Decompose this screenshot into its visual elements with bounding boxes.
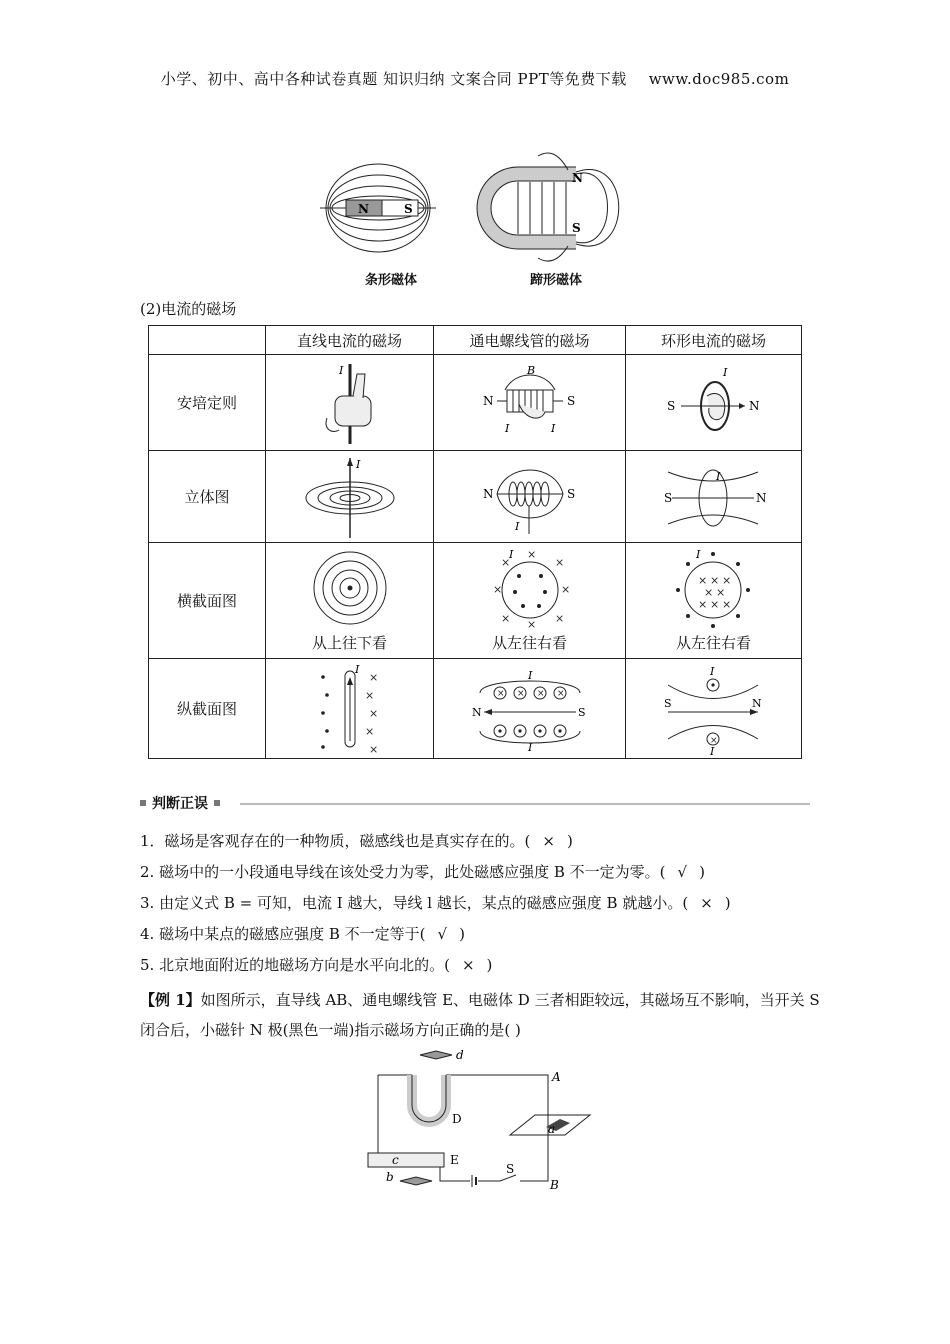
current-label: I <box>527 668 532 682</box>
svg-text:×: × <box>554 612 564 625</box>
label-d: d <box>456 1048 464 1062</box>
solenoid-longitudinal-icon <box>470 663 590 755</box>
item-text: 3. 由定义式 B = 可知，电流 I 越大，导线 l 越长，某点的磁感应强度 B 就越小。( <box>140 894 689 912</box>
svg-text:×: × <box>722 598 732 611</box>
header-site: www.doc985.com <box>648 70 790 88</box>
current-label: I <box>504 421 509 435</box>
label-B: B <box>550 1178 559 1192</box>
loop-longitudinal-icon <box>658 663 768 755</box>
view-caption: 从上往下看 <box>312 634 388 652</box>
label-A: A <box>552 1070 561 1084</box>
label-S: S <box>506 1162 515 1176</box>
example-tag: 【例 1】 <box>140 991 201 1009</box>
svg-text:×: × <box>368 670 378 684</box>
current-label: I <box>508 548 513 561</box>
current-label: I <box>527 740 532 754</box>
s-label: S <box>577 705 586 719</box>
solenoid-cross-section-icon <box>485 548 575 630</box>
svg-text:×: × <box>716 586 726 599</box>
bar-magnet-label: 条形磁体 <box>365 273 418 288</box>
s-label: S <box>566 393 575 408</box>
item-close: ) <box>699 863 705 881</box>
label-D: D <box>452 1112 462 1126</box>
straight-longitudinal-icon <box>305 663 395 755</box>
loop-3d-figure <box>625 451 801 543</box>
list-item <box>140 826 731 857</box>
concentric-circles-icon <box>305 548 395 630</box>
list-item <box>140 857 731 888</box>
straight-3d-figure <box>266 451 434 543</box>
svg-text:×: × <box>500 612 510 625</box>
current-field-table <box>148 325 802 759</box>
item-close: ) <box>459 925 465 943</box>
current-label: I <box>550 421 555 435</box>
page-header <box>0 68 950 89</box>
solenoid-cross-section-figure <box>434 543 626 659</box>
solenoid-3d-icon <box>475 454 585 540</box>
svg-text:×: × <box>526 618 536 630</box>
current-label: I <box>514 519 519 533</box>
column-header: 通电螺线管的磁场 <box>434 326 626 355</box>
column-header: 环形电流的磁场 <box>625 326 801 355</box>
item-text: 1．磁场是客观存在的一种物质，磁感线也是真实存在的。( <box>140 832 531 850</box>
hand-loop-icon <box>663 360 763 446</box>
n-label: N <box>471 705 482 719</box>
svg-text:×: × <box>698 598 708 611</box>
item-answer: × <box>700 894 713 912</box>
header-text: 小学、初中、高中各种试卷真题 知识归纳 文案合同 PPT等免费下载 <box>160 70 627 88</box>
s-label: S <box>664 696 673 710</box>
magnet-field-diagram <box>318 152 638 272</box>
bullet-square-icon <box>140 800 146 806</box>
n-label: N <box>756 490 767 505</box>
row-label: 安培定则 <box>149 355 266 451</box>
s-label: S <box>566 486 575 501</box>
svg-text:×: × <box>710 598 720 611</box>
list-item <box>140 888 731 919</box>
s-label: S <box>664 490 673 505</box>
svg-text:×: × <box>722 574 732 587</box>
svg-text:×: × <box>516 688 525 699</box>
concentric-3d-icon <box>300 454 400 540</box>
judge-title: 判断正误 <box>152 796 208 812</box>
hand-straight-icon <box>305 360 395 446</box>
column-header: 直线电流的磁场 <box>266 326 434 355</box>
item-text: 2. 磁场中的一小段通电导线在该处受力为零，此处磁感应强度 B 不一定为零。( <box>140 863 666 881</box>
svg-text:×: × <box>556 688 565 699</box>
item-text: 4. 磁场中某点的磁感应强度 B 不一定等于( <box>140 925 426 943</box>
svg-text:×: × <box>368 742 378 755</box>
loop-longitudinal-figure <box>625 659 801 759</box>
item-answer: √ <box>437 925 448 943</box>
list-item <box>140 950 731 981</box>
loop-ampere-rule-figure <box>625 355 801 451</box>
bullet-square-icon <box>214 800 220 806</box>
straight-longitudinal-figure <box>266 659 434 759</box>
svg-text:×: × <box>496 688 505 699</box>
current-label: I <box>710 744 715 755</box>
item-close: ) <box>724 894 731 912</box>
svg-text:×: × <box>698 574 708 587</box>
current-label: I <box>716 469 721 483</box>
straight-ampere-rule-figure <box>266 355 434 451</box>
n-label: N <box>482 486 494 501</box>
judge-list <box>140 826 731 981</box>
row-label: 横截面图 <box>149 543 266 659</box>
circuit-figure <box>360 1045 600 1195</box>
item-answer: √ <box>677 863 688 881</box>
judge-section-header <box>140 793 810 813</box>
divider <box>240 803 810 805</box>
current-label: I <box>723 365 728 379</box>
solenoid-3d-figure <box>434 451 626 543</box>
list-item <box>140 919 731 950</box>
item-answer: × <box>461 956 475 974</box>
svg-text:×: × <box>526 548 536 561</box>
hand-solenoid-icon <box>475 360 585 446</box>
svg-text:×: × <box>368 706 378 720</box>
svg-text:×: × <box>560 583 570 596</box>
solenoid-ampere-rule-figure <box>434 355 626 451</box>
svg-text:×: × <box>500 556 510 569</box>
view-caption: 从左往右看 <box>492 634 568 652</box>
current-label: I <box>338 363 343 377</box>
svg-text:×: × <box>704 586 714 599</box>
horseshoe-n-label: N <box>572 171 583 185</box>
item-answer: × <box>542 832 555 850</box>
loop-cross-section-icon <box>668 548 758 630</box>
svg-text:×: × <box>536 688 545 699</box>
current-label: I <box>355 457 360 471</box>
straight-cross-section-figure <box>266 543 434 659</box>
loop-3d-icon <box>658 454 768 540</box>
b-label: B <box>526 363 535 377</box>
label-c: c <box>392 1153 399 1167</box>
svg-text:×: × <box>364 688 374 702</box>
s-label: S <box>667 398 676 413</box>
svg-text:×: × <box>554 556 564 569</box>
view-caption: 从左往右看 <box>675 634 751 652</box>
item-close: ) <box>486 956 493 974</box>
current-label: I <box>354 662 359 676</box>
example-text: 如图所示，直导线 AB、通电螺线管 E、电磁体 D 三者相距较远，其磁场互不影响，当开关 S 闭合后，小磁针 N 极(黑色一端)指示磁场方向正确的是( ) <box>140 991 820 1039</box>
horseshoe-s-label: S <box>572 221 581 235</box>
current-label: I <box>696 548 701 561</box>
item-text: 5. 北京地面附近的地磁场方向是水平向北的。( <box>140 956 450 974</box>
bar-s-label: S <box>404 202 413 216</box>
horseshoe-magnet-label: 蹄形磁体 <box>530 273 583 288</box>
svg-text:×: × <box>492 583 502 596</box>
example-problem <box>140 985 820 1045</box>
row-label: 立体图 <box>149 451 266 543</box>
current-label: I <box>710 664 715 678</box>
solenoid-longitudinal-figure <box>434 659 626 759</box>
circuit-diagram <box>360 1045 600 1199</box>
table-corner <box>149 326 266 355</box>
svg-text:×: × <box>710 574 720 587</box>
bar-n-label: N <box>358 202 369 216</box>
item-close: ) <box>566 832 573 850</box>
label-E: E <box>450 1153 459 1167</box>
svg-text:×: × <box>710 735 719 746</box>
section-title: (2)电流的磁场 <box>140 300 237 318</box>
svg-text:×: × <box>364 724 374 738</box>
label-b: b <box>386 1170 394 1184</box>
n-label: N <box>749 398 760 413</box>
n-label: N <box>752 696 763 710</box>
loop-cross-section-figure <box>625 543 801 659</box>
magnet-figures <box>318 152 638 292</box>
row-label: 纵截面图 <box>149 659 266 759</box>
n-label: N <box>482 393 494 408</box>
label-a: a <box>548 1122 556 1136</box>
